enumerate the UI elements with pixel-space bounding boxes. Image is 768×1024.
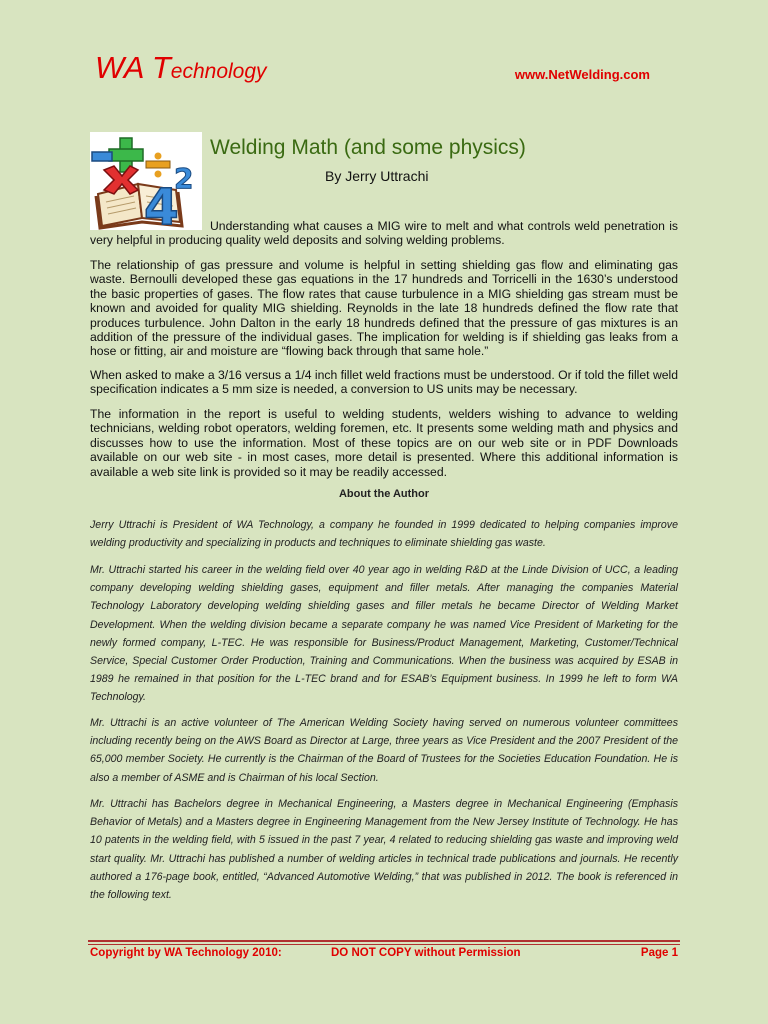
footer-notice: DO NOT COPY without Permission [331,947,521,959]
brand-logo-text [95,50,267,86]
body-paragraph: The relationship of gas pressure and volume is helpful in setting shielding gas flow and eliminating gas waste. Bernoulli developed these gas equations in the 17 hundreds and Torricelli in the 1630’s understood the basic properties of gases. The flow rates that cause turbulence in a MIG shielding gas stream must be known and avoided for quality MIG shielding. Reynolds in the late 18 hundreds defined the flow rate that produces turbulence. John Dalton in the early 18 hundreds defined that the pressure of gas mixtures is an addition of the pressure of the individual gases. The implication for welding is if shielding gas leaks from a hose or fitting, air and moisture are “flowing back through that same hole.” [90,258,678,359]
body-paragraph: The information in the report is useful to welding students, welders wishing to advance to welding technicians, welding robot operators, welding foremen, etc. It presents some welding math and physics and discusses how to use the information. Most of these topics are on our web site or in PDF Downloads available on our web site - in most cases, more detail is presented. Where this additional information is available a web site link is provided so it may be readily accessed. [90,407,678,479]
bio-paragraph: Mr. Uttrachi is an active volunteer of The American Welding Society having served on numerous volunteer committees including recently being on the AWS Board as Director at Large, three years as Vice President and the 2007 President of the 65,000 member Society. He currently is the Chairman of the Board of Trustees for the Societies Education Foundation. He is also a member of ASME and is Chairman of his local Section. [90,717,678,784]
brand-initials: WA T [95,50,171,85]
bio-paragraph: Mr. Uttrachi has Bachelors degree in Mechanical Engineering, a Masters degree in Mechanical Engineering (Emphasis Behavior of Metals) and a Masters degree in Engineering Management from the New Jersey Institute of Technology. He has 10 patents in the welding field, with 5 issued in the past 7 year, 4 related to reducing shielding gas waste and improving weld start quality. Mr. Uttrachi has published a number of welding articles in technical trade publications and journals. He recently authored a 176-page book, entitled, “Advanced Automotive Welding,” that was published in 2012. The book is referenced in the following text. [90,798,678,902]
bio-paragraph: Jerry Uttrachi is President of WA Technology, a company he founded in 1999 dedicated to helping companies improve welding productivity and specializing in products and techniques to eliminate shielding gas waste. [90,519,678,550]
footer-divider [88,940,680,942]
footer-copyright: Copyright by WA Technology 2010: [90,947,282,959]
brand-rest: echnology [170,60,267,83]
footer-divider-thin [88,944,680,945]
body-paragraph: When asked to make a 3/16 versus a 1/4 inch fillet weld fractions must be understood. Or if told the fillet weld specification indicates a 5 mm size is needed, a conversion to US units may be necessary. [90,368,679,397]
about-author-heading: About the Author [338,488,429,500]
author-byline: By Jerry Uttrachi [325,168,429,184]
intro-paragraph: Understanding what causes a MIG wire to melt and what controls weld penetration is very helpful in producing quality weld deposits and solving welding problems. [90,219,678,248]
svg-text:2: 2 [174,162,194,195]
document-title: Welding Math (and some physics) [210,136,526,159]
bio-paragraph: Mr. Uttrachi started his career in the welding field over 40 year ago in welding R&D at the Linde Division of UCC, a leading company developing welding shielding gases, equipment and filler metals. After managing the companies Material Technology Laboratory developing welding shielding gases and filler metals he became Director of Welding Market Development. When the welding division became a separate company he was named Vice President of Marketing for the newly formed company, L-TEC. He was responsible for Business/Product Management, Marketing, Customer/Technical Service, Special Customer Order Production, Training and Communications. When the business was acquired by ESAB in 1989 he remained in that position for the L-TEC brand and for ESAB’s Equipment business. In 1999 he left to form WA Technology. [90,564,678,704]
footer-page-number: Page 1 [640,947,678,959]
website-link[interactable]: www.NetWelding.com [514,67,650,82]
math-book-clipart-icon [90,132,202,230]
svg-text:4: 4 [144,178,179,230]
